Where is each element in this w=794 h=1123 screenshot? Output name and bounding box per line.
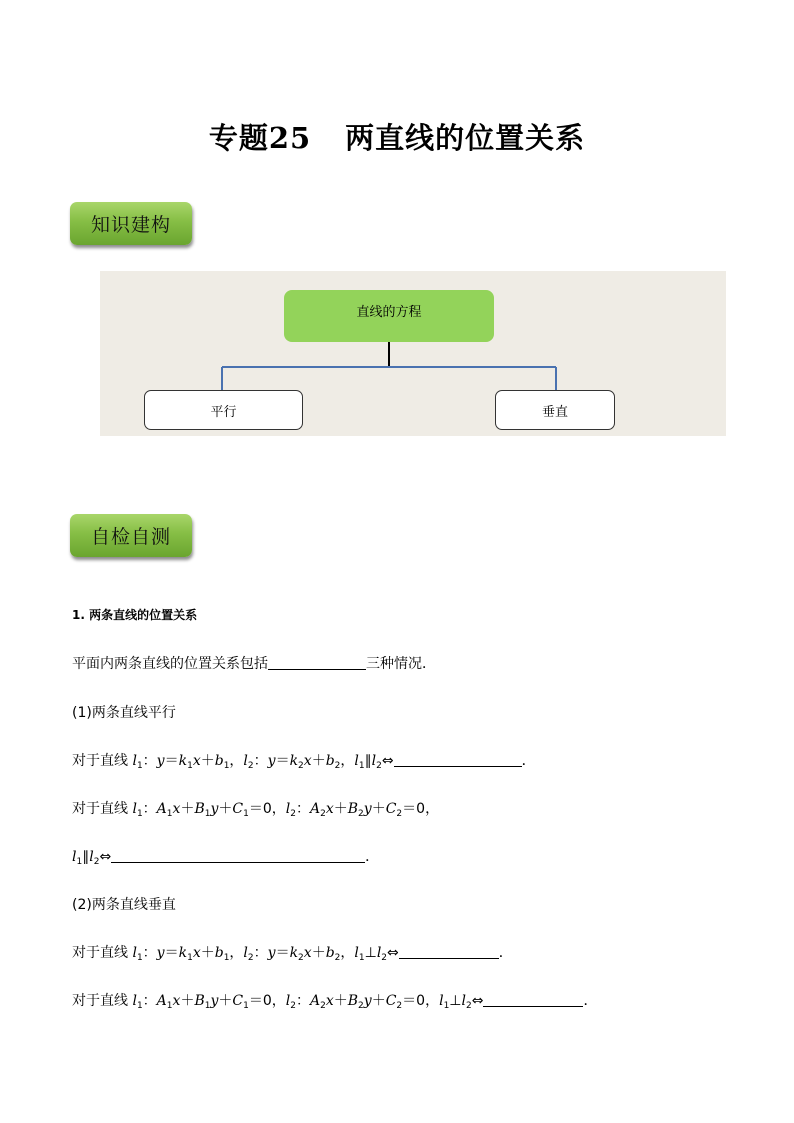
answer-blank (268, 657, 366, 670)
subheading-parallel: (1)两条直线平行 (72, 705, 176, 721)
section-badge-knowledge: 知识建构 (70, 202, 192, 245)
page-title: 专题25 两直线的位置关系 (208, 121, 586, 155)
parallel-slope-line: 对于直线 $l_1$：$y=k_1x+b_1$，$l_2$：$y=k_2x+b_2$，$l_1\parallel l_2\Leftrightarrow$ ． (72, 753, 536, 771)
parallel-general-condition: $l_1\parallel l_2\Leftrightarrow$ ． (72, 849, 380, 867)
diagram-node-parallel: 平行 (144, 390, 303, 430)
perpendicular-slope-line: 对于直线 $l_1$：$y=k_1x+b_1$，$l_2$：$y=k_2x+b_2$，$l_1\perp l_2\Leftrightarrow$ ． (72, 945, 513, 963)
perpendicular-general-line: 对于直线 $l_1$：$A_1x+B_1y+C_1=0$，$l_2$：$A_2x+B_2y+C_2=0$，$l_1\perp l_2\Leftrightarrow$ ． (72, 993, 598, 1011)
parallel-general-line: 对于直线 $l_1$：$A_1x+B_1y+C_1=0$，$l_2$：$A_2x+B_2y+C_2=0$， (72, 801, 440, 819)
answer-blank (111, 850, 365, 863)
intro-line: 平面内两条直线的位置关系包括 三种情况． (72, 656, 436, 672)
section-heading: 1. 两条直线的位置关系 (72, 608, 198, 622)
answer-blank (483, 994, 583, 1007)
answer-blank (394, 754, 522, 767)
subheading-perpendicular: (2)两条直线垂直 (72, 897, 176, 913)
diagram-node-perpendicular: 垂直 (495, 390, 615, 430)
concept-diagram (100, 271, 726, 436)
section-badge-selfcheck: 自检自测 (70, 514, 192, 557)
answer-blank (399, 946, 499, 959)
diagram-root-node: 直线的方程 (284, 290, 494, 342)
